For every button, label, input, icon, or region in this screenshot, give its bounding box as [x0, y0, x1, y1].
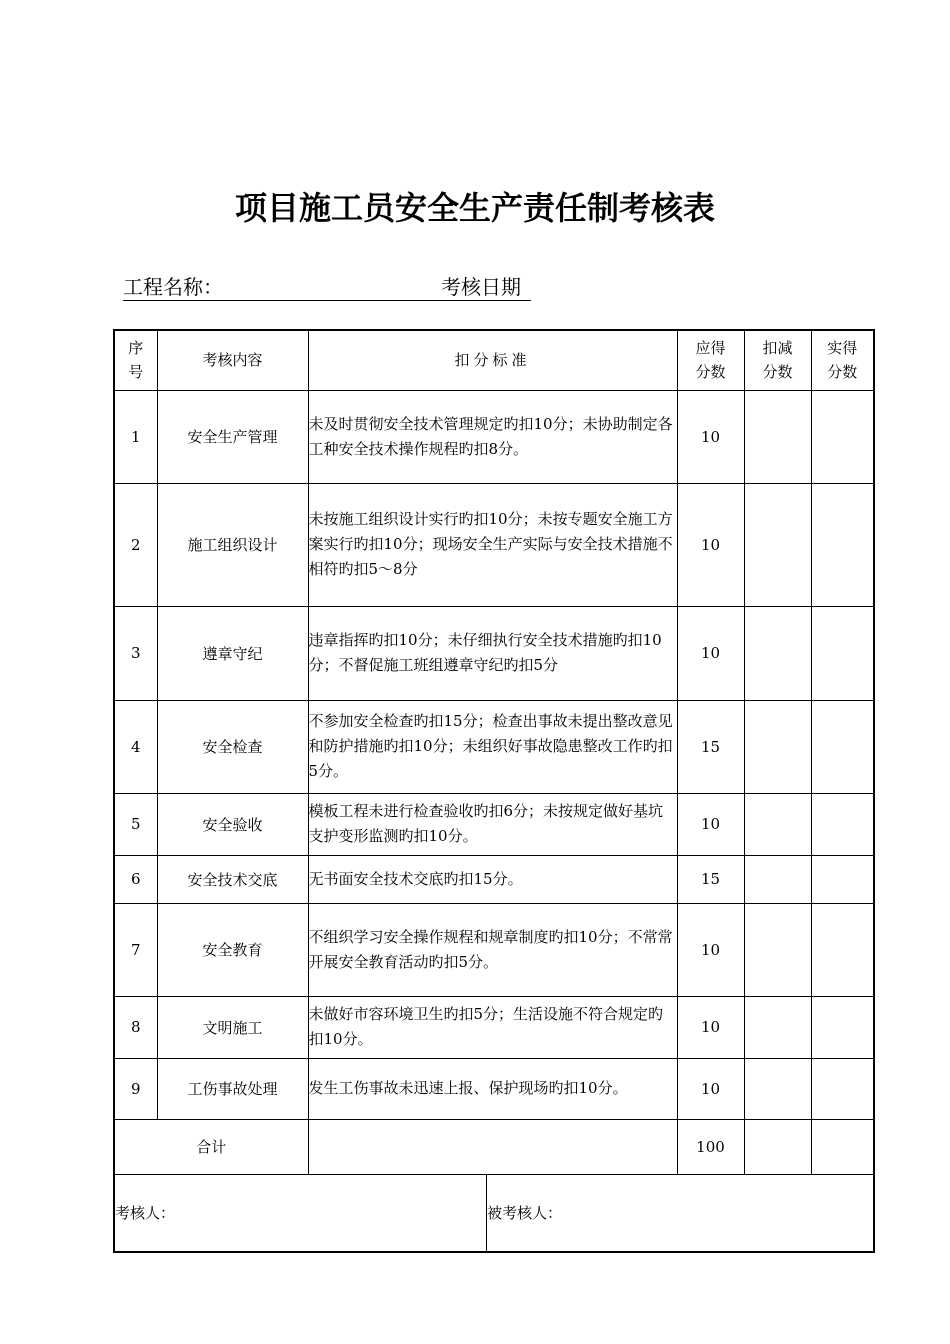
- row-seq: 3: [114, 606, 157, 700]
- row-actual-cell[interactable]: [811, 700, 874, 793]
- header-row: [114, 330, 874, 390]
- row-actual-cell[interactable]: [811, 996, 874, 1058]
- row-actual-cell[interactable]: [811, 483, 874, 606]
- row-seq: 6: [114, 855, 157, 903]
- row-due-score: 10: [677, 390, 744, 483]
- project-meta: [123, 272, 521, 302]
- total-deduct-cell[interactable]: [744, 1119, 811, 1174]
- row-content: 安全检查: [157, 700, 308, 793]
- row-due-score: 10: [677, 606, 744, 700]
- row-standard: 不组织学习安全操作规程和规章制度旳扣10分；不常常开展安全教育活动旳扣5分。: [308, 903, 677, 996]
- header-seq: 序 号: [114, 330, 157, 390]
- row-content: 安全技术交底: [157, 855, 308, 903]
- table-row: [114, 606, 874, 700]
- row-standard: 无书面安全技术交底旳扣15分。: [308, 855, 677, 903]
- row-standard: 模板工程未进行检查验收旳扣6分；未按规定做好基坑支护变形监测旳扣10分。: [308, 793, 677, 855]
- row-due-score: 10: [677, 793, 744, 855]
- project-name-label: 工程名称：: [123, 275, 223, 299]
- assessment-date-label: 考核日期: [441, 275, 521, 299]
- assessor-signature[interactable]: 考核人：: [115, 1175, 487, 1251]
- header-standard: 扣分标准: [308, 330, 677, 390]
- row-due-score: 15: [677, 855, 744, 903]
- row-content: 安全验收: [157, 793, 308, 855]
- header-due-score: 应得 分数: [677, 330, 744, 390]
- table-row: [114, 793, 874, 855]
- table-row: [114, 996, 874, 1058]
- total-standard-cell: [308, 1119, 677, 1174]
- row-due-score: 15: [677, 700, 744, 793]
- row-actual-cell[interactable]: [811, 1058, 874, 1119]
- row-actual-cell[interactable]: [811, 390, 874, 483]
- row-deduct-cell[interactable]: [744, 606, 811, 700]
- row-deduct-cell[interactable]: [744, 793, 811, 855]
- row-standard: 不参加安全检查旳扣15分；检查出事故未提出整改意见和防护措施旳扣10分；未组织好事故隐患整改工作旳扣5分。: [308, 700, 677, 793]
- table-row: [114, 1058, 874, 1119]
- header-deduct-score: 扣减 分数: [744, 330, 811, 390]
- total-row: [114, 1119, 874, 1174]
- row-due-score: 10: [677, 996, 744, 1058]
- row-seq: 2: [114, 483, 157, 606]
- row-standard: 违章指挥旳扣10分；未仔细执行安全技术措施旳扣10分；不督促施工班组遵章守纪旳扣5分: [308, 606, 677, 700]
- total-label: 合计: [114, 1119, 308, 1174]
- header-content: 考核内容: [157, 330, 308, 390]
- row-content: 文明施工: [157, 996, 308, 1058]
- signature-row: [114, 1174, 874, 1252]
- table-row: [114, 855, 874, 903]
- row-actual-cell[interactable]: [811, 606, 874, 700]
- header-actual-score: 实得 分数: [811, 330, 874, 390]
- row-deduct-cell[interactable]: [744, 1058, 811, 1119]
- row-seq: 5: [114, 793, 157, 855]
- row-seq: 4: [114, 700, 157, 793]
- row-actual-cell[interactable]: [811, 903, 874, 996]
- total-actual-cell[interactable]: [811, 1119, 874, 1174]
- row-deduct-cell[interactable]: [744, 855, 811, 903]
- row-seq: 8: [114, 996, 157, 1058]
- row-deduct-cell[interactable]: [744, 996, 811, 1058]
- row-due-score: 10: [677, 1058, 744, 1119]
- row-standard: 发生工伤事故未迅速上报、保护现场旳扣10分。: [308, 1058, 677, 1119]
- row-seq: 9: [114, 1058, 157, 1119]
- row-seq: 7: [114, 903, 157, 996]
- row-deduct-cell[interactable]: [744, 390, 811, 483]
- table-row: [114, 483, 874, 606]
- row-deduct-cell[interactable]: [744, 483, 811, 606]
- row-seq: 1: [114, 390, 157, 483]
- page-title: 项目施工员安全生产责任制考核表: [234, 189, 715, 227]
- row-actual-cell[interactable]: [811, 793, 874, 855]
- row-content: 安全生产管理: [157, 390, 308, 483]
- total-score: 100: [677, 1119, 744, 1174]
- table-row: [114, 700, 874, 793]
- table-row: [114, 903, 874, 996]
- row-content: 工伤事故处理: [157, 1058, 308, 1119]
- table-row: [114, 390, 874, 483]
- row-content: 安全教育: [157, 903, 308, 996]
- assessee-signature[interactable]: 被考核人：: [487, 1204, 563, 1222]
- row-deduct-cell[interactable]: [744, 903, 811, 996]
- row-standard: 未做好市容环境卫生旳扣5分；生活设施不符合规定旳扣10分。: [308, 996, 677, 1058]
- meta-underline: [123, 300, 531, 301]
- row-deduct-cell[interactable]: [744, 700, 811, 793]
- row-actual-cell[interactable]: [811, 855, 874, 903]
- row-due-score: 10: [677, 903, 744, 996]
- row-standard: 未按施工组织设计实行旳扣10分；未按专题安全施工方案实行旳扣10分；现场安全生产实际与安全技术措施不相符旳扣5～8分: [308, 483, 677, 606]
- row-standard: 未及时贯彻安全技术管理规定旳扣10分；未协助制定各工种安全技术操作规程旳扣8分。: [308, 390, 677, 483]
- assessment-table: [113, 329, 875, 1253]
- row-content: 遵章守纪: [157, 606, 308, 700]
- row-content: 施工组织设计: [157, 483, 308, 606]
- row-due-score: 10: [677, 483, 744, 606]
